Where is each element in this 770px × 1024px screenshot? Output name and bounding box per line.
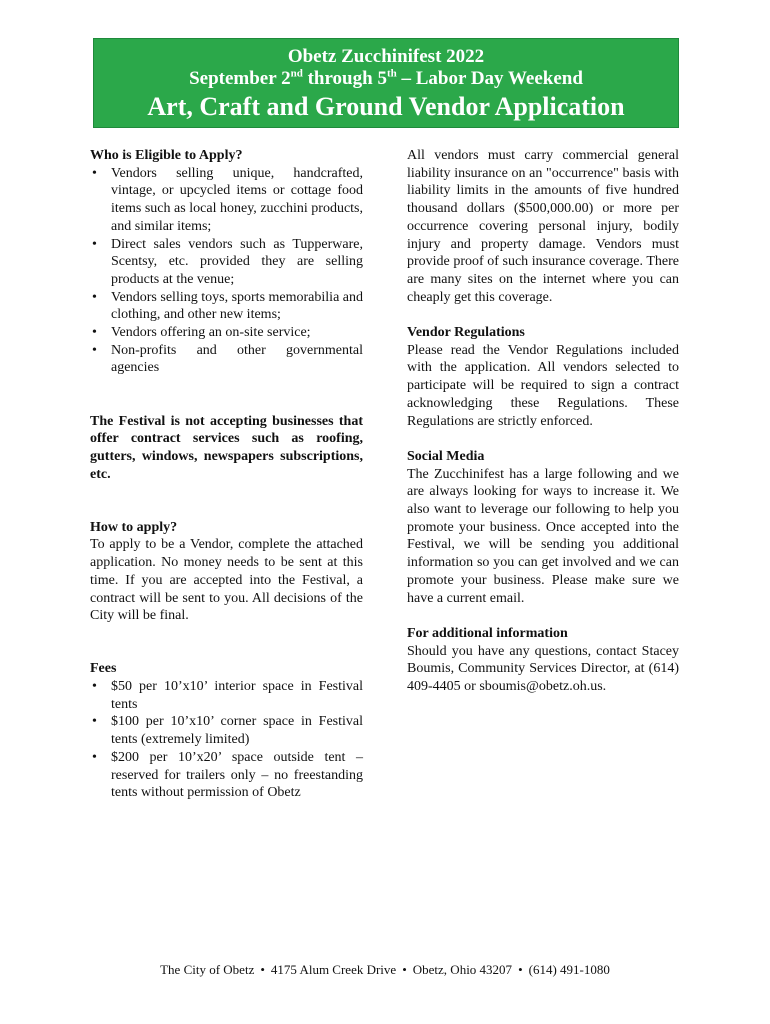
fees-list	[90, 678, 363, 802]
social-heading: Social Media	[407, 448, 485, 464]
dates-part-2: through 5	[302, 68, 387, 89]
dates-sup-2: th	[386, 67, 397, 80]
left-column	[90, 147, 363, 802]
fees-heading: Fees	[90, 661, 117, 677]
festival-dates	[94, 68, 678, 90]
list-item: • Vendors offering an on-site service;	[90, 324, 363, 342]
list-item: • Vendors selling toys, sports memorabilia and clothing, and other new items;	[90, 289, 363, 324]
application-title: Art, Craft and Ground Vendor Application	[147, 92, 625, 121]
list-item: • $200 per 10’x20’ space outside tent – reserved for trailers only – no freestanding tents without permission of Obetz	[90, 749, 363, 802]
header-banner	[93, 38, 679, 128]
additional-info-heading: For additional information	[407, 625, 568, 641]
footer-separator: •	[518, 962, 523, 977]
list-item: • Vendors selling unique, handcrafted, vintage, or upcycled items or cottage food items such as local honey, zucchini products, and similar items;	[90, 165, 363, 236]
dates-part-3: – Labor Day Weekend	[396, 68, 583, 89]
footer-separator: •	[402, 962, 407, 977]
footer-separator: •	[260, 962, 265, 977]
right-column	[407, 147, 679, 696]
how-to-apply-body: To apply to be a Vendor, complete the attached application. No money needs to be sent at this time. If you are accepted into the Festival, a contract will be sent to you. All decisions of the City will be final.	[90, 537, 363, 624]
footer-address	[0, 962, 770, 978]
insurance-text: All vendors must carry commercial general liability insurance on an "occurrence" basis with liability limits in the amounts of five hundred thousand dollars ($500,000.00) or more per occurrence covering personal injury, bodily injury and property damage. Vendors must provide proof of such insurance coverage. There are many sites on the internet where you can cheaply get this coverage.	[407, 148, 679, 305]
list-item: • Direct sales vendors such as Tupperware, Scentsy, etc. provided they are selling products at the venue;	[90, 236, 363, 289]
list-item: • $50 per 10’x10’ interior space in Festival tents	[90, 678, 363, 713]
footer-phone: (614) 491-1080	[528, 962, 610, 977]
festival-name: Obetz Zucchinifest 2022	[287, 46, 485, 67]
footer-city: Obetz, Ohio 43207	[412, 962, 513, 977]
regulations-body: Please read the Vendor Regulations included with the application. All vendors selected to participate will be required to sign a contract acknowledging these Regulations. These Regulations are strictly enforced.	[407, 342, 679, 429]
list-item: • Non-profits and other governmental agencies	[90, 342, 363, 377]
list-item: • $100 per 10’x10’ corner space in Festival tents (extremely limited)	[90, 713, 363, 748]
dates-sup-1: nd	[290, 67, 303, 80]
additional-info-body: Should you have any questions, contact Stacey Boumis, Community Services Director, at (614) 409-4405 or sboumis@obetz.oh.us.	[407, 643, 679, 695]
footer-street: 4175 Alum Creek Drive	[270, 962, 397, 977]
not-accepting-notice: The Festival is not accepting businesses that offer contract services such as roofing, gutters, windows, newspapers subscriptions, etc.	[90, 413, 363, 482]
social-body: The Zucchinifest has a large following and we are always looking for ways to increase it. We also want to leverage our following to help you promote your business. Once accepted into the Festival, we will be sending you additional information so you can get involved and we can promote your business. Please make sure we have a current email.	[407, 466, 679, 606]
regulations-heading: Vendor Regulations	[407, 325, 525, 341]
dates-part-1: September 2	[189, 68, 291, 89]
footer-org: The City of Obetz	[160, 962, 255, 977]
eligibility-heading: Who is Eligible to Apply?	[90, 148, 243, 163]
how-to-apply-heading: How to apply?	[90, 519, 178, 535]
eligibility-list	[90, 165, 363, 377]
